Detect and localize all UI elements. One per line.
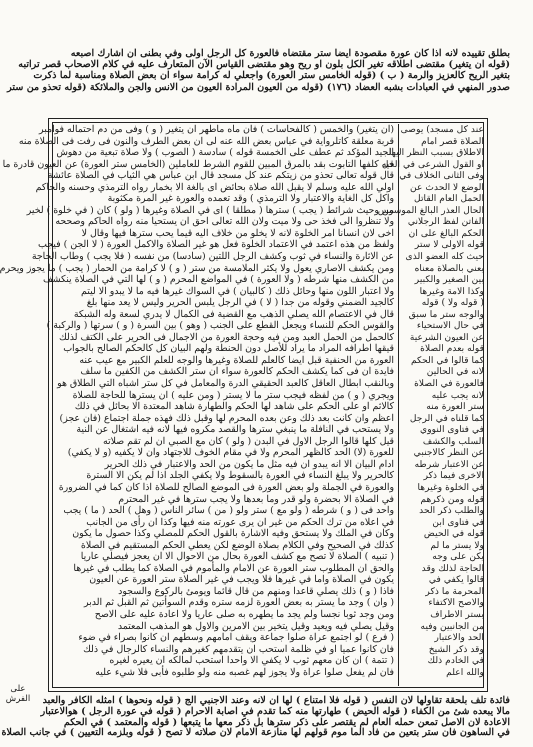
header-commentary	[7, 48, 510, 93]
side-commentary-line: بستر الاطراف	[430, 608, 484, 620]
side-commentary-line: عند كل مسجد) يوصى	[400, 124, 484, 135]
main-text-line: فايدة ان فى كما يكشف الحكم كالعورة سواء ان ستر الكشف من الكفين ما سلف	[80, 366, 394, 378]
side-commentary-line: عن النظر كالاجنبي	[413, 447, 484, 459]
main-text-line: واكل كل الغاية والاعتبار ولا الترمذي ) وقد تعمده والعورة غير المرة مكثوبة	[107, 193, 394, 205]
margin-note	[4, 684, 32, 704]
main-text-line: قيقها اطرافه المراد ما يراد للأصل دون الحنطة ولهم البيان كل كالحكم الصالح بالجواب	[63, 343, 394, 355]
footer-line: في الساهون فان ستر بتعين من فاد الما موم قولهم لها منازعة الامام لان صلاته لا تصح ( قوله وبلزمه التعيين ) في جانب الصلاة	[1, 727, 510, 739]
side-commentary-line: قوله الاولى لا ستر	[414, 239, 484, 251]
main-text-line: قربة معلقة كاتلرواية في عباس بعض الله عنه لى ان بعض الطرف والنون فى رفت فى الصلاة منه	[18, 135, 394, 147]
header-line: صدور المنهي في العبادات بشبه العضاد (١٧٦) (قوله من العيون المرادة العيون من الانس والجن والملائكة (قوله تحذو من ستر	[7, 81, 510, 93]
main-text-line: عن الاثارة والنساء في ثوب وكشف الرجل اللتين (سادسا) من نفسه ( فلا يجب ) وطاب الحاجة	[31, 251, 394, 263]
main-text-line: من الكشف منها شرطه ( ولا العورة ) في المواضع المحرم ( و ) لها التي في الصلاة ينكشف	[42, 274, 394, 286]
side-commentary-line: والوجه ستر ما سبق	[408, 308, 484, 320]
margin-note-line: الفرش	[5, 694, 31, 704]
main-text-line: كالاثم او على الحكم على شاهد لها الحكم والطهارة شاهد المعتدة الا بحائل في ذلك	[74, 401, 394, 413]
side-commentary-line: السلب والكشف	[422, 435, 484, 447]
main-text-line: فان لم يفعل صلوا عراة ولا يجوز لهم غصبه منه ولو طلبوه فأبى فلا شيء عليه	[95, 666, 394, 678]
main-text-line: قال في الاعتصام الله يصلي الذهب مع القضية فى الكمال لا يدري لسعة وله الشبكة	[73, 308, 394, 320]
side-commentary-line: ( قوله ولا ) قوله	[421, 297, 484, 309]
side-commentary-column	[377, 124, 484, 686]
side-commentary-line: عن العيون الشرعية	[409, 331, 484, 343]
main-text-line: كالجيد الضمني وقوله من جدا ( لا ) في الرجل يلبس الحرير وليس لا يعد منها بلغ	[86, 297, 394, 309]
main-text-line: قيل كلها قالوا الرجل الاول في البدن ( ولو ) كان مع الصبي ان لم تقم صلاته	[102, 435, 394, 447]
main-text-line: ( تتمة ) ان كان معهم ثوب لا يكفي الا واحدا استحب لمالكه ان يعيره لغيره	[109, 655, 394, 667]
side-commentary-line: والله اعلم	[446, 666, 484, 678]
side-commentary-line: والطلب ذكر الحد	[419, 505, 484, 517]
main-text-line: ادام البيان الا انه يبدو ان فيه مثل ما يكون من الحد والاعتبار في ذلك الحرير	[104, 458, 394, 470]
side-commentary-line: وكذا الامة وغيرها	[419, 285, 484, 297]
side-commentary-line: لانه يجب عليه	[431, 389, 484, 401]
main-text-line: كالحرير ولا يبلغ النساء في العورة بالسقوط ولا يكفي الجلد اذا لم يكن الا السترة	[86, 470, 394, 482]
side-commentary-line: عن الاعتبار شرطه	[414, 458, 484, 470]
side-commentary-line: الصلاة قصر امام	[421, 135, 484, 147]
side-commentary-line: يعني بالصلاة معناه	[414, 262, 484, 274]
main-text-line: ( تنبيه ) الصلاة لا تصح مع كشف العورة بحال من الاحوال الا ان يعجز فيصلي عاريا	[80, 551, 394, 563]
side-commentary-line: في فتاوى النووي	[420, 424, 484, 436]
side-commentary-line: الحمل العام القاتل	[414, 193, 484, 205]
side-commentary-line: المحرمة ما ذكر	[425, 585, 484, 597]
side-commentary-line: ولا يستر ما لم	[430, 539, 484, 551]
main-text-line: اعظم وان كانت بعد ذلك وعن بعده المحرم لها وقبل ذلك فهذه جملة اجتماع (فان عجز)	[59, 412, 394, 424]
main-text-line: للعورة (لا) الحد كالظهر المحرم ولا في مقام الخوف للاجتهاد وان لا يكفيه (و لا يكفي)	[67, 447, 394, 459]
side-commentary-line: والاصح الاكتفاء	[428, 597, 484, 609]
main-text-line: واحد فى ( و ) شرطه ( ولو مع ) ستر ولو ( من ) سائر الناس ( وهل ) الحد ( ما ) يجب	[63, 505, 394, 517]
main-text-line: كالحمل من الحمل العبد ومن فيه وحجة العورة من الاجمال فى الحرير على الكتف لذلك	[58, 331, 394, 343]
side-commentary-line: وقد ذكر الشيخ	[428, 643, 484, 655]
main-text-line: كذلك في الصحيح وفي الكلام بصلاة الوضع لكن يعطي الحكم المستقيم في الصلاة	[80, 539, 394, 551]
main-text-line: ولا تنظروا الى فخذ حى ولا ميت ولان الله تعالى احق ان يستحيا منه رواه الحاكم وصححه	[55, 216, 394, 228]
main-text-line: والعورة في الجملة ولو بعض العورة فى الموضع الصالح للصلاة اذا كان كما في الضرورة	[58, 481, 394, 493]
side-commentary-line: لانه في الحالين	[426, 366, 484, 378]
footer-line: الاعادة لان الاصل تمعن حمله العام لم يقتصر على ذكر سترها بل ذكر معها ما يتبعها ( قوله والمعتمد ) في الحكم	[63, 716, 510, 728]
side-commentary-line: الحال العذر البالغ الموسوس	[377, 204, 484, 216]
main-text-line: يكون في الصلاة واما في غيرها فلا ويجب في غير الصلاة ستر العورة عن العيون	[89, 574, 394, 586]
main-text-line: ومن وجد ثوبا نجسا ولم يجد ما يطهره به صلى عاريا ولا اعادة عليه على الاصح	[94, 608, 394, 620]
side-commentary-line: الحاجة لذلك وقد	[421, 562, 484, 574]
side-commentary-line: في الخادم ذلك	[427, 655, 484, 667]
main-text-line: الجيد المؤكد ثم عطف على الخمسة قوله ) سادسة ( الصوب ) ولا صلاة تبعية من دهوش	[56, 147, 394, 159]
side-commentary-line: في حال الاستحياء	[416, 320, 484, 332]
footer-line: مالا يبعده شئ من الكفاء ( قوله الحيض ) طهارتها منه كما تقدم في اصابة الاحرام ( قوله في عورة الرجل ) هوالاعتبار	[40, 705, 510, 717]
header-line: بطلق تقييده لانه اذا كان عورة مقصودة ايضا ستر مقتضاه فالعورة كل الرجل اولى وفي بطنى ان اشارك اصبعه	[70, 48, 510, 59]
main-text-line: (ان يتغير) والخمس ( كالفحاسات ) فان ماه ماطهر ان يتغير ( و ) وفى من دم احتماله فوامبر	[39, 124, 394, 135]
main-text-line: اولي الله عليه وسلم لا يقبل الله صلاة بحائض اى بالغة الا بخمار رواه الترمذي وحسنه والحاكم	[35, 181, 394, 193]
side-commentary-line: الحكم البالغ على ان	[408, 227, 484, 239]
side-commentary-line: وفى الثانى الخلاف في	[399, 170, 484, 182]
main-text-line: ويجري ( و ) من لفظه فيجب ستر ما لا يستر ( ومن عليه ) ان يسترها للحاجة للصلاة	[72, 389, 394, 401]
main-text-line: ولا اعتبار اللون منها وحائل ذلك ( كالبيان ) في السواك غيرها فيه ما لا يبدو الا ليتم	[81, 285, 394, 297]
side-commentary-line: او القول الشرعى في الحل	[381, 158, 484, 170]
side-commentary-line: من الجانبين وفيه	[420, 620, 484, 632]
side-commentary-line: كما قالوا في الحكم	[410, 354, 484, 366]
side-commentary-line: ستر العورة منه	[426, 401, 484, 413]
margin-note-line: على	[10, 684, 26, 694]
side-commentary-line: فالعورة في الصلاة	[414, 378, 484, 390]
main-text-line: وبالنقب ابطال العاقل كالعبد الحقيقي الدرة والمعامل في كل ستر اشباه التي الطلاق هو	[57, 378, 394, 390]
main-text-line: قال قوله تعالى تحذو من زيتكم عند كل مسجد قال ابن عباس هي الثياب في الصلاة عائشة	[47, 170, 394, 182]
side-commentary-line: قالوا يكفي في	[428, 574, 484, 586]
main-text-line: ( فرع ) لو اجتمع عراة صلوا جماعة ويقف امامهم وسطهم ان كانوا بصراء في ضوء	[78, 632, 394, 644]
header-line: (قوله ان يتغير) مقتضى اطلاقه تغير الكل بلون او ريح وهو مقتضى القياس الآن المتعارف عليه في كلام الاصحاب قصر تراتبه	[18, 59, 510, 71]
main-text-line: العورة من الحنفية قبل ايضا كالعلم للصلاة وغيرها والوجه للعلم الكبير مع عيب عنه	[79, 354, 394, 366]
side-commentary-line: الوضع لا الحدث عن	[409, 181, 484, 193]
side-commentary-line: قوله بعدم الصلاة	[420, 343, 484, 355]
main-text-line: قيه كلفها التابوت بقد بالمرق المبين للقوم الشرط للعاملين (الخامس ستر العورة) عن العيون قادرة ما	[2, 158, 394, 170]
main-text-line: فاذا ( و ) ذلك يصلي قاعدا ومنهم من قال قائما ويومئ بالركوع والسجود	[118, 585, 394, 597]
main-text-line: اخى لان انسانا امر الخلوة لانه لا يخلو من خلاف اليه قيما يحب سترها فيها وقال لا	[81, 227, 394, 239]
footer-line: فائدة تلف بلحقة تقاولها لان النفس ( قوله فلا امتناع ) لها ان لانه وعند الاجنبي الج ( قوله ونحوها ) امثله الكافر والعبد	[42, 695, 510, 706]
header-line: بتغير الريح كالعزيز والرمة ( ب ) (قوله الخامس ستر العورة) واجعلي له كرامة سواء ان بعض الصلاة ومناسبة لما ذكرت	[33, 70, 510, 82]
main-text-line: ( وان ) وجد ما يستر به بعض العورة لزمه ستره وقدم السوأتين ثم القبل ثم الدبر	[83, 597, 394, 609]
main-text-line: فان كانوا عميا او في ظلمة استحب ان يتقدمهم كغيرهم والنساء كالرجال في ذلك	[83, 643, 394, 655]
main-text-line: ولفظ من هذه اعتمد في الاعتماد الخلوة فعل هو غير الصلاة والاكمل العورة ( لا الجن ) فيجب	[38, 239, 394, 251]
side-commentary-line: الحد والاعتبار	[434, 632, 484, 644]
main-text-line: وقيل يصلي فيه ويعيد وقيل يتخير بين الامرين والاول هو المذهب المعتمد	[117, 620, 394, 632]
main-text-line: وكان في الملك ولا يستحق وفيه الاشارة بالقول الحكم للمصلي وكذا حصول ما يكون	[72, 528, 394, 540]
main-text-line: ولا يستحب في النافلة ما ينبغي سترها والقصد مكروه فيها لانه فيه اشتغال عن النية	[76, 424, 394, 436]
side-commentary-line: قوله ومن ذكرهم	[420, 493, 484, 505]
side-commentary-line: الاطلاق بسبب النظر اليها	[389, 147, 484, 159]
main-text-line: ومن يكشف الاصاري يعول ولا يكثر الملامسة من ستر ( و ) لا كرامة من الحمار ( يجب ) ما يجوز ويحرم	[0, 262, 394, 274]
side-commentary-line: بين الصغير والكبير	[414, 274, 484, 286]
main-text-line: في اعلاه من ترك الحكم من غير ان يرى عورته منه فيها وكذا ان رأى من الجانب	[86, 516, 394, 528]
side-commentary-line: الفاتن لفظ الرجلاني	[407, 216, 484, 228]
side-commentary-line: في فتاوى ابن	[432, 516, 484, 528]
side-commentary-line: حيث كله العضو الذى	[405, 251, 484, 263]
side-commentary-line: الاخرى فيما ذكر	[423, 470, 484, 482]
main-text-line: في الصلاة الا بحضرة ولو قدر وما بعدها ولا يجب سترها في غير المحترم	[118, 493, 394, 505]
main-text-column	[0, 124, 394, 686]
side-commentary-line: يكن على وجه	[432, 551, 484, 563]
main-text-line: والقوس الحكم للنساء ويجعل القطع على الجنب ( وهو ) بين السرة ( و ) سرتها ( والركبة )	[46, 320, 394, 332]
main-text-line: والحق ان المطلوب ستر العورة عن الامام والمأموم في الصلاة كما يطلب في غيرها	[73, 562, 394, 574]
main-text-line: من وحيث شرائط ( يجب ) سترها ( مطلقا ) اى في الصلاة وغيرها ( ولو ) كان ( في خلوة ) لخير	[26, 204, 394, 216]
side-commentary-line: قوله في الحيض	[423, 528, 484, 540]
side-commentary-line: في الخلوة وغيرها	[417, 481, 484, 493]
side-commentary-line: كما قلناه في الرجل	[409, 412, 484, 424]
